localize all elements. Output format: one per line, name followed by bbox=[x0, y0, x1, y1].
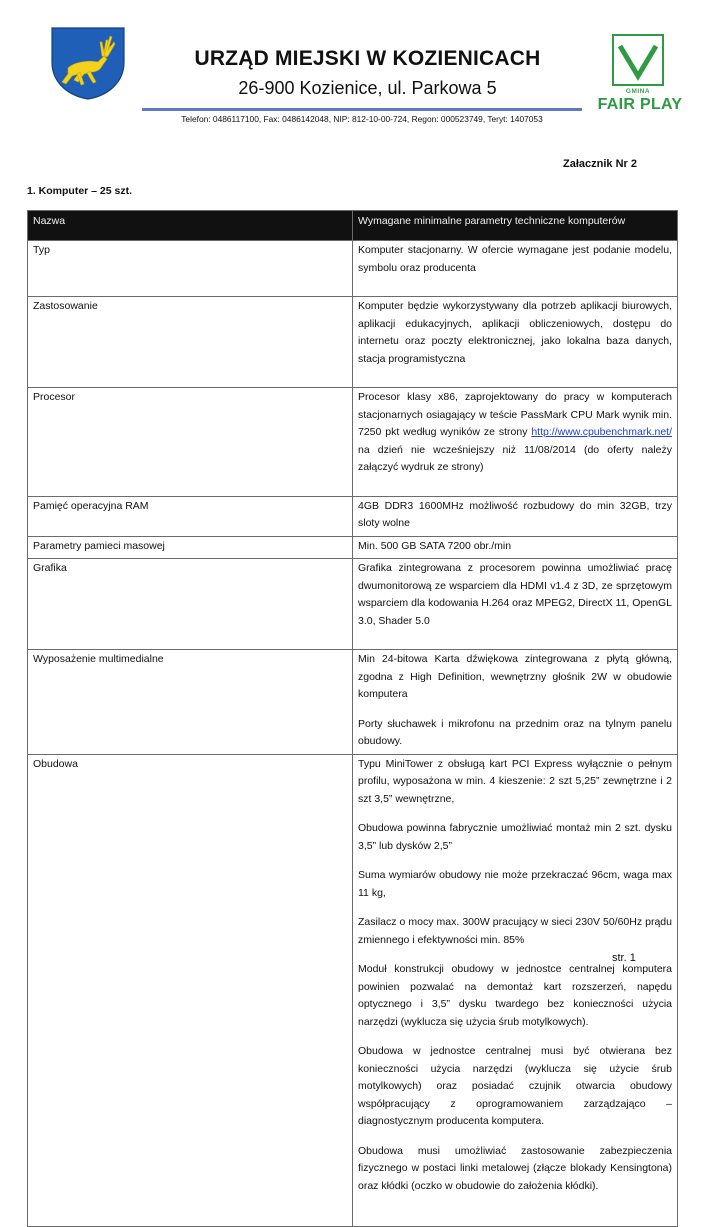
row-value bbox=[353, 241, 678, 297]
header-requirements: Wymagane minimalne parametry techniczne komputerów bbox=[353, 211, 678, 241]
row-name: Wyposażenie multimedialne bbox=[28, 650, 353, 755]
row-value bbox=[353, 754, 678, 1227]
row-text: Min. 500 GB SATA 7200 obr./min bbox=[358, 539, 512, 552]
table-row bbox=[28, 496, 678, 536]
row-name: Zastosowanie bbox=[28, 297, 353, 388]
fair-play-check-icon bbox=[612, 34, 664, 86]
row-paragraph: Porty słuchawek i mikrofonu na przednim oraz na tylnym panelu obudowy. bbox=[358, 717, 672, 747]
row-text bbox=[358, 389, 672, 477]
row-name: Procesor bbox=[28, 388, 353, 497]
section-title: 1. Komputer – 25 szt. bbox=[27, 185, 133, 197]
row-value bbox=[353, 650, 678, 755]
row-paragraph: Typu MiniTower z obsługą kart PCI Express wyłącznie o pełnym profilu, wyposażona w min. 4 kieszenie: 2 szt 5,25” zewnętrzne i 2 szt 3,5” wewnętrzne, bbox=[358, 757, 672, 805]
row-name: Parametry pamieci masowej bbox=[28, 536, 353, 559]
row-value bbox=[353, 559, 678, 650]
table-row bbox=[28, 388, 678, 497]
row-paragraph: Zasilacz o mocy max. 300W pracujący w sieci 230V 50/60Hz prądu zmiennego i efektywności min. 85% bbox=[358, 916, 672, 946]
row-paragraph: Obudowa w jednostce centralnej musi być otwierana bez konieczności użycia narzędzi (wyklucza się użycie śrub motylkowych) oraz posiadać czujnik otwarcia obudowy współpracujący z oprogramowaniem zarządzająco – diagnostycznym producenta komputera. bbox=[358, 1045, 672, 1127]
fair-play-gmina-label: GMINA bbox=[625, 88, 651, 95]
row-paragraph: Min 24-bitowa Karta dźwiękowa zintegrowana z płytą główną, zgodna z High Definition, wewnętrzny głośnik 2W w obudowie komputera bbox=[358, 653, 672, 700]
row-paragraph: Moduł konstrukcji obudowy w jednostce centralnej komputera powinien pozwalać na demontaż kart rozszerzeń, napędu optycznego i 3,5” dysku twardego bez konieczności użycia narzędzi (wyklucza się użycia śrub motylkowych). bbox=[358, 963, 672, 1028]
page-number: str. 1 bbox=[612, 952, 636, 964]
row-paragraph: Obudowa musi umożliwiać zastosowanie zabezpieczenia fizycznego w postaci linki metalowej (złącze blokady Kensingtona) oraz kłódki (oczko w obudowie do założenia kłódki). bbox=[358, 1144, 672, 1192]
row-value bbox=[353, 388, 678, 497]
row-text: Grafika zintegrowana z procesorem powinna umożliwiać pracę dwumonitorową ze wsparciem dla HDMI v1.4 z 3D, ze sprzętowym wsparciem dla kodowania H.264 oraz MPEG2, DirectX 11, OpenGL 3.0, Shader 5.0 bbox=[358, 562, 672, 627]
cpubenchmark-link[interactable]: http://www.cpubenchmark.net/ bbox=[531, 426, 672, 438]
processor-text-after: na dzień nie wcześniejszy niż 11/08/2014 (do oferty należy załączyć wydruk ze strony) bbox=[358, 443, 672, 473]
row-value bbox=[353, 496, 678, 536]
row-text: Komputer będzie wykorzystywany dla potrzeb aplikacji biurowych, aplikacji edukacyjnych, aplikacji obliczeniowych, dostępu do internetu oraz poczty elektronicznej, jako lokalna baza danych, stacja programistyczna bbox=[358, 300, 672, 365]
table-row bbox=[28, 650, 678, 755]
table-header-row bbox=[28, 211, 678, 241]
spec-table bbox=[27, 210, 678, 1227]
row-name: Grafika bbox=[28, 559, 353, 650]
row-value bbox=[353, 536, 678, 559]
fair-play-label: FAIR PLAY bbox=[597, 96, 683, 113]
row-text: Komputer stacjonarny. W ofercie wymagane jest podanie modelu, symbolu oraz producenta bbox=[358, 244, 672, 274]
row-name: Pamięć operacyjna RAM bbox=[28, 496, 353, 536]
row-text: 4GB DDR3 1600MHz możliwość rozbudowy do min 32GB, trzy sloty wolne bbox=[358, 499, 672, 529]
row-paragraph: Obudowa powinna fabrycznie umożliwiać montaż min 2 szt. dysku 3,5” lub dysków 2,5” bbox=[358, 822, 672, 852]
header-divider bbox=[142, 108, 582, 111]
table-row bbox=[28, 536, 678, 559]
annex-label: Załacznik Nr 2 bbox=[563, 158, 637, 170]
table-row bbox=[28, 241, 678, 297]
row-value bbox=[353, 297, 678, 388]
table-row bbox=[28, 754, 678, 1227]
row-name: Typ bbox=[28, 241, 353, 297]
processor-text-before: Procesor klasy x86, zaprojektowany do pracy w komputerach stacjonarnych osiagający w teście PassMark CPU Mark wynik min. 7250 pkt według wyników ze strony bbox=[358, 391, 672, 438]
row-name: Obudowa bbox=[28, 754, 353, 1227]
table-row bbox=[28, 297, 678, 388]
header-organization bbox=[150, 46, 585, 100]
table-row bbox=[28, 559, 678, 650]
organization-name: URZĄD MIEJSKI W KOZIENICACH bbox=[194, 47, 541, 70]
contact-line: Telefon: 0486117100, Fax: 0486142048, NIP: 812-10-00-724, Regon: 000523749, Teryt: 1407053 bbox=[181, 114, 543, 124]
row-paragraph: Suma wymiarów obudowy nie może przekraczać 96cm, waga max 11 kg, bbox=[358, 869, 672, 899]
deer-crest-icon bbox=[44, 24, 132, 100]
organization-address: 26-900 Kozienice, ul. Parkowa 5 bbox=[238, 78, 497, 98]
header-name: Nazwa bbox=[28, 211, 353, 241]
